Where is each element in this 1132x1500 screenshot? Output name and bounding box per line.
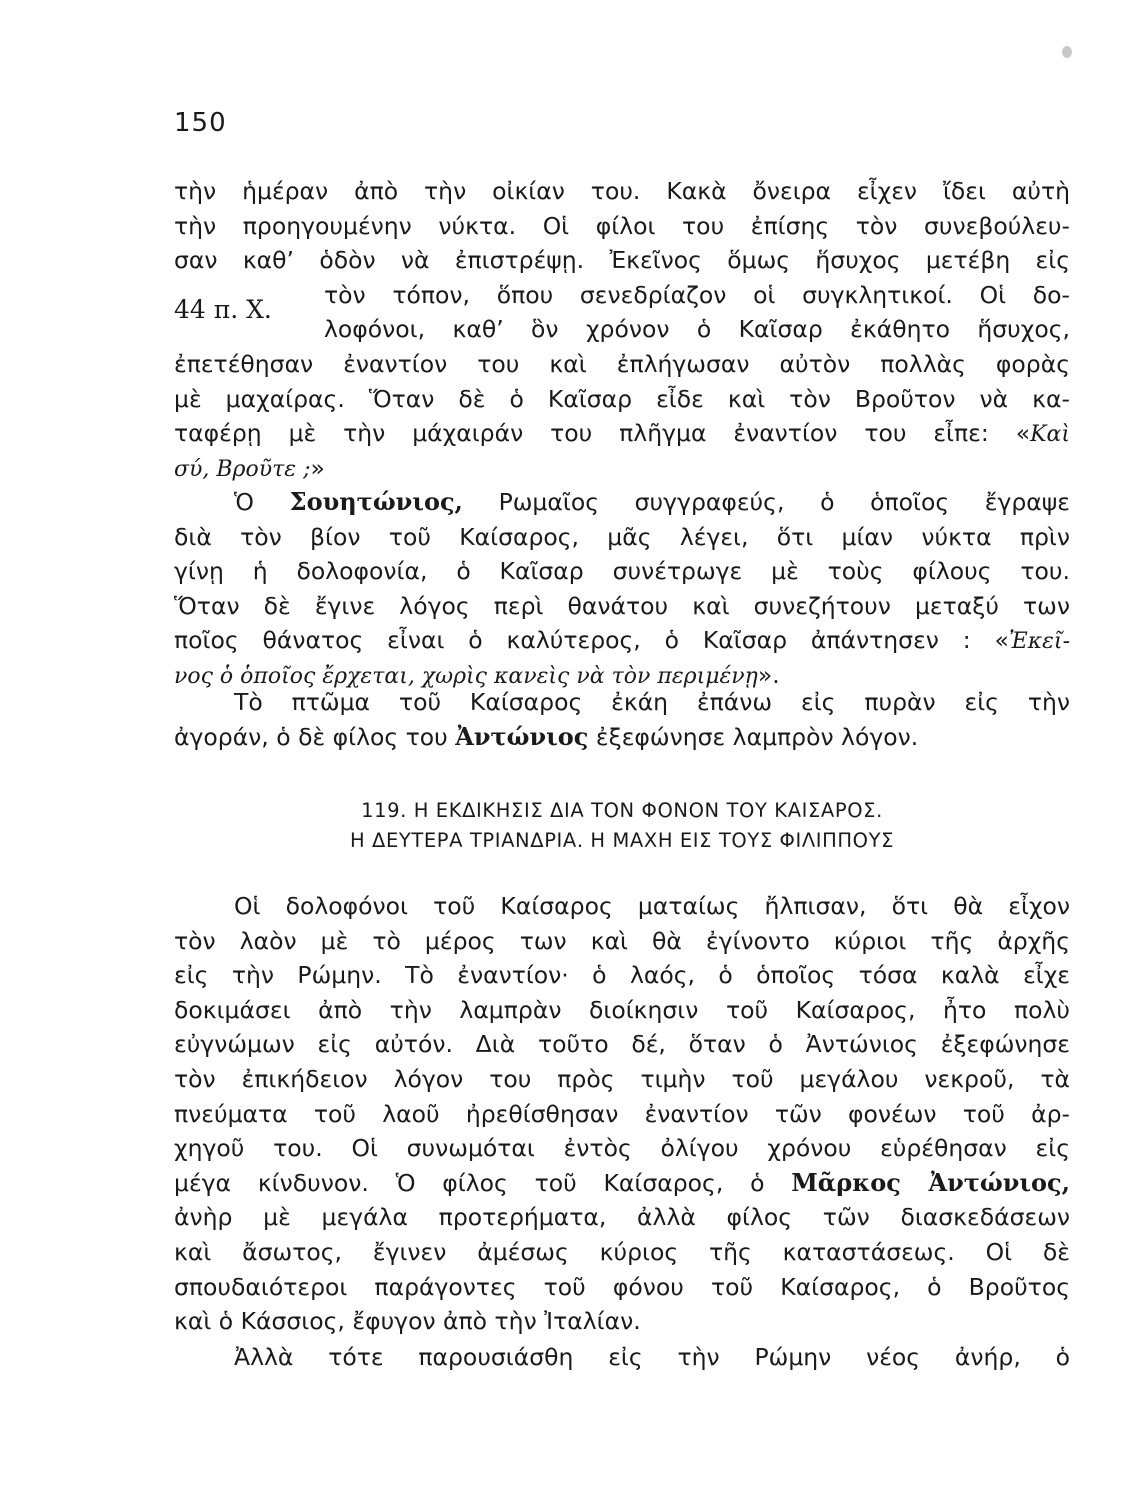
text-line: χηγοῦ του. Οἱ συνωμόται ἐντὸς ὀλίγου χρόνου εὑρέθησαν εἰς [174, 1134, 1070, 1163]
heading-line-2: Η ΔΕΥΤΕΡΑ ΤΡΙΑΝΔΡΙΑ. Η ΜΑΧΗ ΕΙΣ ΤΟΥΣ ΦΙΛΙΠΠΟΥΣ [349, 829, 895, 852]
text-span: Ὁ [234, 488, 290, 516]
scan-speck [1062, 46, 1072, 58]
text-line: σπουδαιότεροι παράγοντες τοῦ φόνου τοῦ Καίσαρος, ὁ Βροῦτος [174, 1272, 1070, 1301]
text-line [174, 451, 1070, 486]
text-line [174, 623, 1070, 658]
text-line: τὸν λαὸν μὲ τὸ μέρος των καὶ θὰ ἐγίνοντο κύριοι τῆς ἀρχῆς [174, 926, 1070, 955]
paragraph-new-man [174, 1340, 1070, 1375]
text-line: καὶ ἄσωτος, ἔγινεν ἀμέσως κύριος τῆς καταστάσεως. Οἱ δὲ [174, 1237, 1070, 1266]
text-span: ἐξεφώνησε λαμπρὸν λόγον. [588, 722, 919, 751]
section-heading [174, 796, 1070, 856]
text-line: Ἀλλὰ τότε παρουσιάσθη εἰς τὴν Ρώμην νέος ἀνήρ, ὁ [234, 1343, 1070, 1371]
quote-italic: Ἐκεῖ- [1008, 629, 1070, 655]
heading-line-1: 119. Η ΕΚΔΙΚΗΣΙΣ ΔΙΑ ΤΟΝ ΦΟΝΟΝ ΤΟΥ ΚΑΙΣΑΡΟΣ. [361, 799, 883, 822]
text-span: ἀγοράν, ὁ δὲ φίλος του [174, 722, 456, 751]
text-line: καὶ ὁ Κάσσιος, ἔφυγον ἀπὸ τὴν Ἰταλίαν. [174, 1307, 641, 1336]
bold-name-marcus-antonius: Μᾶρκος Ἀντώνιος, [791, 1167, 1070, 1197]
text-span: ». [757, 660, 780, 689]
text-line: πνεύματα τοῦ λαοῦ ἠρεθίσθησαν ἐναντίον τῶν φονέων τοῦ ἀρ- [174, 1099, 1070, 1128]
text-line: τὸν ἐπικήδειον λόγον του πρὸς τιμὴν τοῦ μεγάλου νεκροῦ, τὰ [174, 1064, 1070, 1093]
text-line [174, 485, 1070, 520]
text-line: μὲ μαχαίρας. Ὅταν δὲ ὁ Καῖσαρ εἶδε καὶ τὸν Βροῦτον νὰ κα- [174, 384, 1070, 413]
text-line: λοφόνοι, καθ’ ὃν χρόνον ὁ Καῖσαρ ἐκάθητο ἥσυχος, [324, 315, 1070, 344]
margin-date-note: 44 π. Χ. [174, 295, 272, 324]
paragraph-conspirators [174, 889, 1070, 1339]
text-line: δοκιμάσει ἀπὸ τὴν λαμπρὰν διοίκησιν τοῦ Καίσαρος, ἦτο πολὺ [174, 995, 1070, 1024]
text-line: τὴν ἡμέραν ἀπὸ τὴν οἰκίαν του. Κακὰ ὄνειρα εἶχεν ἴδει αὐτὴ [174, 177, 1070, 205]
text-line: ἀνὴρ μὲ μεγάλα προτερήματα, ἀλλὰ φίλος τῶν διασκεδάσεων [174, 1203, 1070, 1232]
paragraph-body-burned [174, 685, 1070, 754]
text-line: σαν καθ’ ὁδὸν νὰ ἐπιστρέψῃ. Ἐκεῖνος ὅμως ἥσυχος μετέβη εἰς [174, 246, 1070, 275]
text-line: Τὸ πτῶμα τοῦ Καίσαρος ἐκάη ἐπάνω εἰς πυρὰν εἰς τὴν [234, 688, 1070, 716]
text-line: Ὅταν δὲ ἔγινε λόγος περὶ θανάτου καὶ συνεζήτουν μεταξύ των [174, 591, 1070, 620]
text-line: διὰ τὸν βίον τοῦ Καίσαρος, μᾶς λέγει, ὅτι μίαν νύκτα πρὶν [174, 522, 1070, 551]
paragraph-caesar-death [174, 174, 1070, 485]
text-line: τὸν τόπον, ὅπου σενεδρίαζον οἱ συγκλητικοί. Οἱ δο- [324, 280, 1070, 309]
quote-italic: σύ, Βροῦτε ; [174, 456, 311, 482]
text-span: Ρωμαῖος συγγραφεύς, ὁ ὁποῖος ἔγραψε [462, 488, 1071, 516]
text-line: Οἱ δολοφόνοι τοῦ Καίσαρος ματαίως ἤλπισαν, ὅτι θὰ εἶχον [234, 892, 1070, 920]
text-line [174, 416, 1070, 451]
text-span: ποῖος θάνατος εἶναι ὁ καλύτερος, ὁ Καῖσαρ ἀπάντησεν : « [174, 626, 1009, 655]
text-line: τὴν προηγουμένην νύκτα. Οἱ φίλοι του ἐπίσης τὸν συνεβούλευ- [174, 211, 1070, 240]
text-span: μέγα κίνδυνον. Ὁ φίλος τοῦ Καίσαρος, ὁ [174, 1168, 792, 1197]
text-span: » [310, 453, 325, 482]
quote-italic: νος ὁ ὁποῖος ἔρχεται, χωρὶς κανεὶς νὰ τὸν περιμένῃ [174, 663, 758, 689]
text-line: εὐγνώμων εἰς αὐτόν. Διὰ τοῦτο δέ, ὅταν ὁ Ἀντώνιος ἐξεφώνησε [174, 1030, 1070, 1059]
bold-name-antonius: Ἀντώνιος [455, 721, 589, 751]
text-line: εἰς τὴν Ρώμην. Τὸ ἐναντίον· ὁ λαός, ὁ ὁποῖος τόσα καλὰ εἶχε [174, 961, 1070, 990]
quote-italic: Καὶ [1030, 422, 1070, 448]
bold-name-suetonius: Σουητώνιος, [289, 487, 463, 516]
text-line [174, 720, 1070, 755]
text-span: ταφέρῃ μὲ τὴν μάχαιράν του πλῆγμα ἐναντίον του εἶπε: « [174, 419, 1031, 448]
text-line [174, 1166, 1070, 1201]
text-line: ἐπετέθησαν ἐναντίον του καὶ ἐπλήγωσαν αὐτὸν πολλὰς φορὰς [174, 349, 1070, 378]
text-line: γίνῃ ἡ δολοφονία, ὁ Καῖσαρ συνέτρωγε μὲ τοὺς φίλους του. [174, 557, 1070, 586]
page-number: 150 [174, 108, 227, 138]
paragraph-suetonius [174, 485, 1070, 693]
